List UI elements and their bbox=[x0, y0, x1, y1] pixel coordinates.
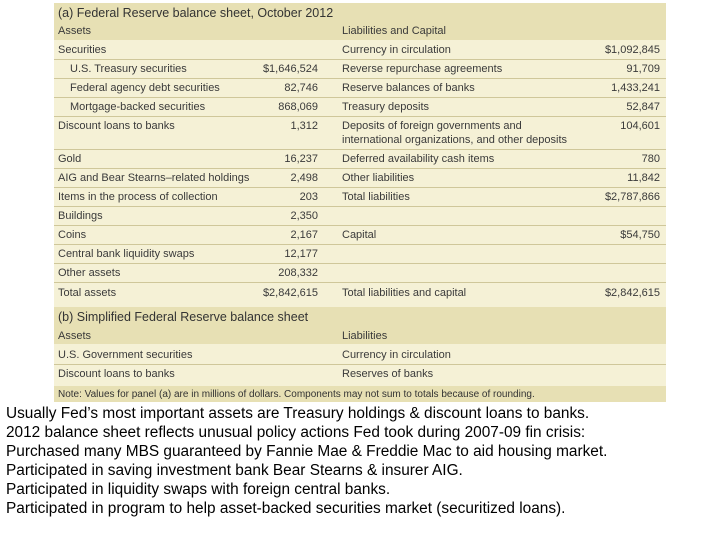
liability-value-total-liab-capital: $2,842,615 bbox=[604, 287, 660, 299]
asset-value-buildings: 2,350 bbox=[290, 210, 318, 222]
liability-label-foreign-deposits-line2: international organizations, and other deposits bbox=[342, 134, 568, 146]
row-divider bbox=[54, 263, 666, 264]
liability-value-reserves: 1,433,241 bbox=[611, 82, 660, 94]
row-divider bbox=[54, 168, 666, 169]
caption-line: Participated in saving investment bank Bear Stearns & insurer AIG. bbox=[6, 462, 463, 479]
asset-value-coins: 2,167 bbox=[290, 229, 318, 241]
caption-line: Usually Fed’s most important assets are Treasury holdings & discount loans to banks. bbox=[6, 405, 590, 422]
asset-label-mbs: Mortgage-backed securities bbox=[70, 101, 206, 113]
asset-label-liquidity-swaps: Central bank liquidity swaps bbox=[58, 248, 195, 260]
panel-b-liability-reserves: Reserves of banks bbox=[342, 368, 434, 380]
liability-label-total-liab-capital: Total liabilities and capital bbox=[342, 287, 467, 299]
row-divider bbox=[54, 225, 666, 226]
row-divider bbox=[54, 187, 666, 188]
liability-label-deferred-cash: Deferred availability cash items bbox=[342, 153, 495, 165]
asset-value-agency-debt: 82,746 bbox=[284, 82, 318, 94]
panel-b-assets-header: Assets bbox=[58, 330, 92, 342]
table-note: Note: Values for panel (a) are in millions of dollars. Components may not sum to totals because of rounding. bbox=[58, 389, 535, 400]
asset-value-total-assets: $2,842,615 bbox=[262, 287, 318, 299]
panel-b-asset-gov-securities: U.S. Government securities bbox=[58, 349, 193, 361]
liability-value-treasury-deposits: 52,847 bbox=[626, 101, 660, 113]
asset-value-aig-bear: 2,498 bbox=[290, 172, 318, 184]
caption-line: Participated in liquidity swaps with foreign central banks. bbox=[6, 481, 391, 498]
liabilities-header: Liabilities and Capital bbox=[342, 25, 446, 37]
liability-value-capital: $54,750 bbox=[620, 229, 660, 241]
liability-label-reserves: Reserve balances of banks bbox=[342, 82, 475, 94]
liability-value-foreign-deposits: 104,601 bbox=[620, 120, 660, 132]
asset-label-other-assets: Other assets bbox=[58, 267, 121, 279]
panel-b-liabilities-header: Liabilities bbox=[342, 330, 388, 342]
row-divider bbox=[54, 282, 666, 283]
liability-value-reverse-repo: 91,709 bbox=[626, 63, 660, 75]
asset-label-buildings: Buildings bbox=[58, 210, 103, 222]
asset-label-items-collection: Items in the process of collection bbox=[58, 191, 218, 203]
liability-label-treasury-deposits: Treasury deposits bbox=[342, 101, 430, 113]
row-divider bbox=[54, 149, 666, 150]
row-divider bbox=[54, 206, 666, 207]
panel-a-title: (a) Federal Reserve balance sheet, October 2012 bbox=[58, 6, 334, 20]
asset-value-items-collection: 203 bbox=[299, 191, 318, 203]
row-divider bbox=[54, 364, 666, 365]
row-divider bbox=[54, 97, 666, 98]
liability-label-total-liabilities: Total liabilities bbox=[342, 191, 410, 203]
asset-value-gold: 16,237 bbox=[284, 153, 318, 165]
asset-value-mbs: 868,069 bbox=[278, 101, 318, 113]
asset-label-securities: Securities bbox=[58, 44, 107, 56]
caption-line: 2012 balance sheet reflects unusual policy actions Fed took during 2007-09 fin crisis: bbox=[6, 424, 586, 441]
liability-label-reverse-repo: Reverse repurchase agreements bbox=[342, 63, 503, 75]
caption-line: Participated in program to help asset-backed securities market (securitized loans). bbox=[6, 500, 566, 517]
row-divider bbox=[54, 59, 666, 60]
balance-sheet-table bbox=[54, 3, 666, 402]
caption-line: Purchased many MBS guaranteed by Fannie Mae & Freddie Mac to aid housing market. bbox=[6, 443, 608, 460]
asset-label-treasury: U.S. Treasury securities bbox=[70, 63, 187, 75]
asset-label-agency-debt: Federal agency debt securities bbox=[70, 82, 220, 94]
caption-text bbox=[6, 404, 718, 518]
liability-value-total-liabilities: $2,787,866 bbox=[604, 191, 660, 203]
asset-value-treasury: $1,646,524 bbox=[262, 63, 318, 75]
panel-b-asset-discount-loans: Discount loans to banks bbox=[58, 368, 175, 380]
row-divider bbox=[54, 78, 666, 79]
liability-label-foreign-deposits: Deposits of foreign governments and bbox=[342, 120, 522, 132]
asset-label-total-assets: Total assets bbox=[58, 287, 117, 299]
liability-label-other: Other liabilities bbox=[342, 172, 415, 184]
asset-value-liquidity-swaps: 12,177 bbox=[284, 248, 318, 260]
panel-b-title: (b) Simplified Federal Reserve balance sheet bbox=[58, 310, 309, 324]
liability-value-deferred-cash: 780 bbox=[641, 153, 660, 165]
row-divider bbox=[54, 244, 666, 245]
asset-value-other-assets: 208,332 bbox=[278, 267, 318, 279]
assets-header: Assets bbox=[58, 25, 92, 37]
liability-label-currency: Currency in circulation bbox=[342, 44, 451, 56]
asset-label-discount-loans: Discount loans to banks bbox=[58, 120, 175, 132]
panel-b-liability-currency: Currency in circulation bbox=[342, 349, 451, 361]
asset-label-aig-bear: AIG and Bear Stearns–related holdings bbox=[58, 172, 250, 184]
asset-value-discount-loans: 1,312 bbox=[290, 120, 318, 132]
liability-value-other: 11,842 bbox=[627, 172, 660, 184]
asset-label-gold: Gold bbox=[58, 153, 82, 165]
row-divider bbox=[54, 116, 666, 117]
asset-label-coins: Coins bbox=[58, 229, 87, 241]
liability-value-currency: $1,092,845 bbox=[604, 44, 660, 56]
liability-label-capital: Capital bbox=[342, 229, 377, 241]
